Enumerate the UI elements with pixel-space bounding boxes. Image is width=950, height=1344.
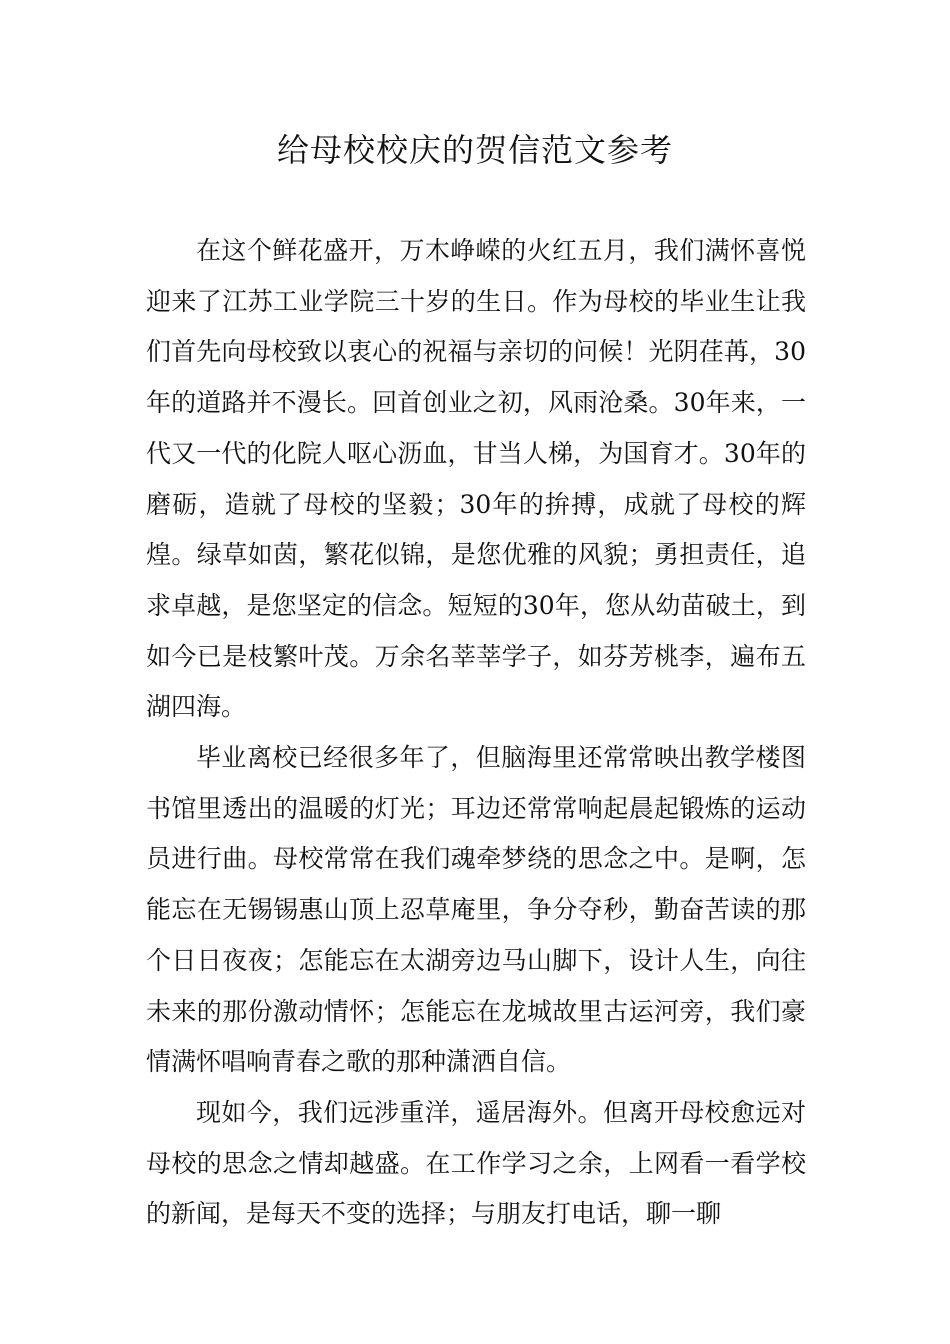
paragraph-1: 在这个鲜花盛开，万木峥嵘的火红五月，我们满怀喜悦迎来了江苏工业学院三十岁的生日。作为母校的毕业生让我们首先向母校致以衷心的祝福与亲切的问候！光阴荏苒，30年的道路并不漫长。回首创业之初，风雨沧桑。30年来，一代又一代的化院人呕心沥血，甘当人梯，为国育才。30年的磨砺，造就了母校的坚毅；30年的拚搏，成就了母校的辉煌。绿草如茵，繁花似锦，是您优雅的风貌；勇担责任，追求卓越，是您坚定的信念。短短的30年，您从幼苗破土，到如今已是枝繁叶茂。万余名莘莘学子，如芬芳桃李，遍布五湖四海。: [146, 236, 806, 722]
document-body: [146, 226, 806, 1240]
document-title: 给母校校庆的贺信范文参考: [276, 131, 673, 169]
paragraph-3: 现如今，我们远涉重洋，遥居海外。但离开母校愈远对母校的思念之情却越盛。在工作学习之余，上网看一看学校的新闻，是每天不变的选择；与朋友打电话，聊一聊: [146, 1097, 806, 1229]
paragraph-2: 毕业离校已经很多年了，但脑海里还常常映出教学楼图书馆里透出的温暖的灯光；耳边还常常响起晨起锻炼的运动员进行曲。母校常常在我们魂牵梦绕的思念之中。是啊，怎能忘在无锡锡惠山顶上忍草庵里，争分夺秒，勤奋苦读的那个日日夜夜；怎能忘在太湖旁边马山脚下，设计人生，向往未来的那份激动情怀；怎能忘在龙城故里古运河旁，我们豪情满怀唱响青春之歌的那种潇洒自信。: [146, 743, 806, 1077]
